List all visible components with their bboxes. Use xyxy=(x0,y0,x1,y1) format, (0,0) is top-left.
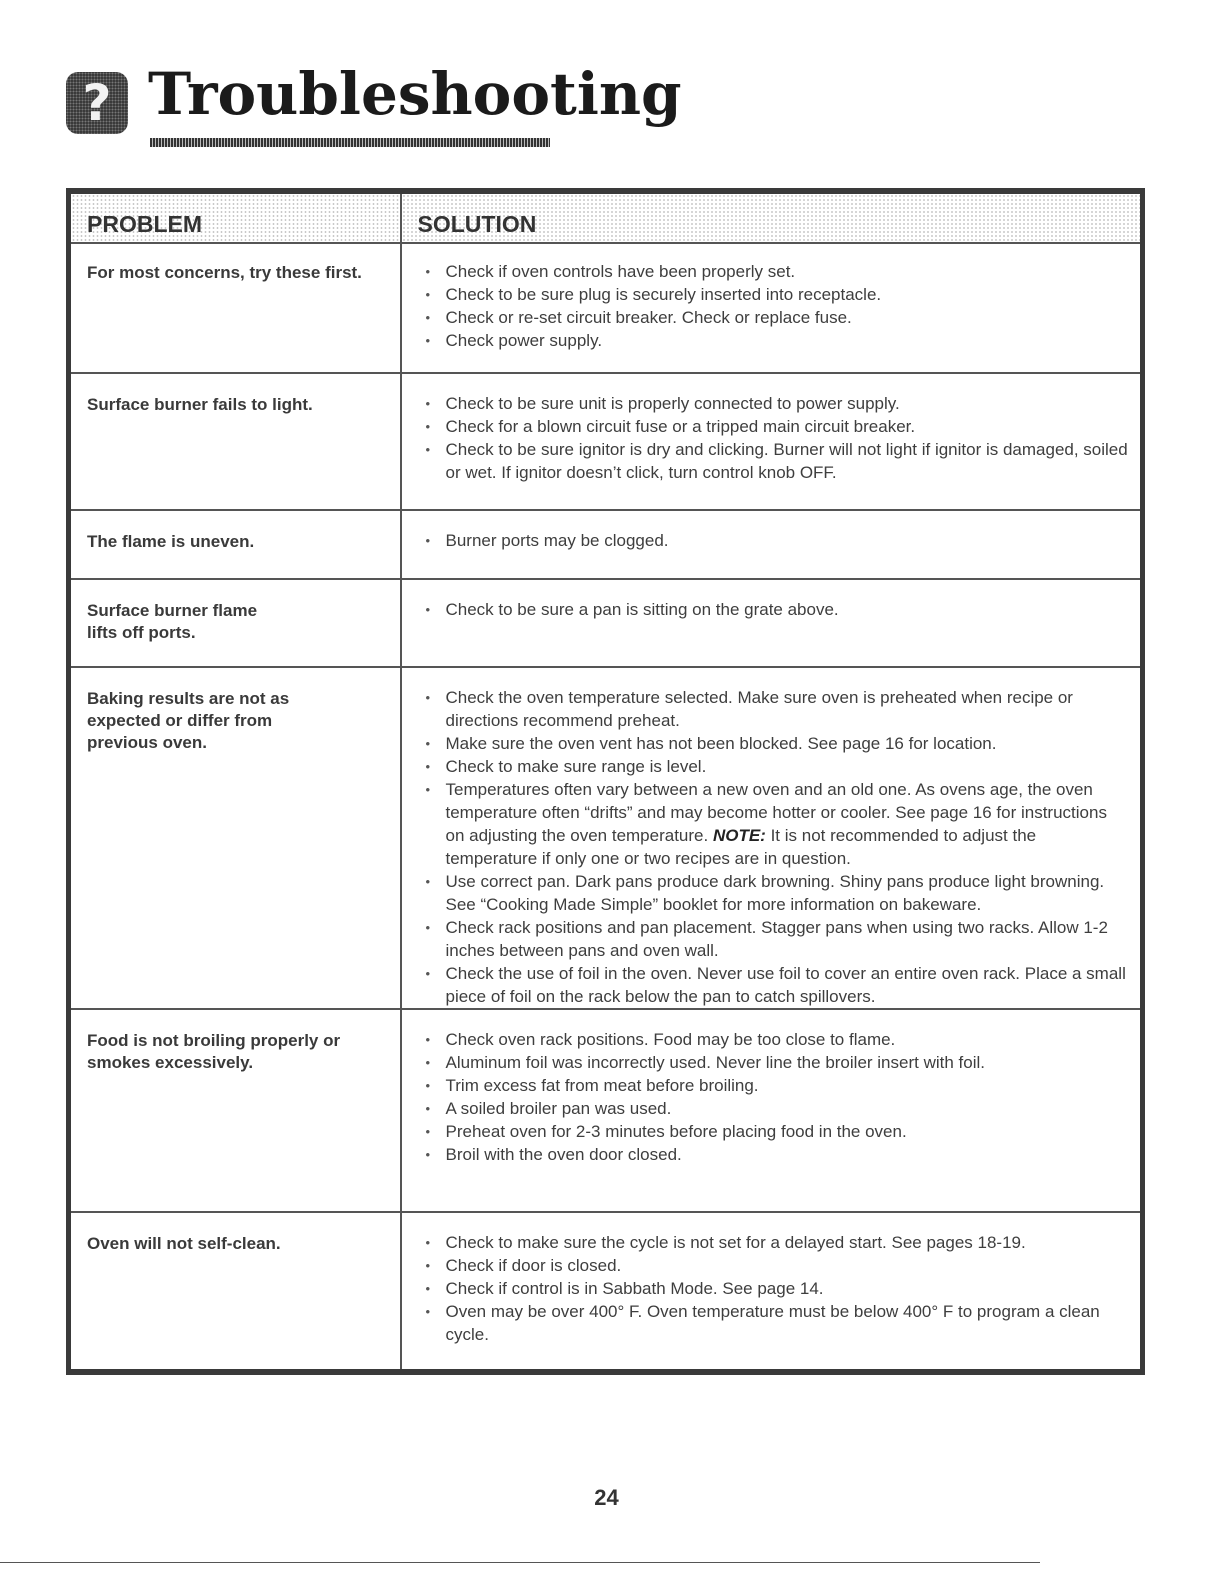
solution-item: • Check rack positions and pan placement. Stagger pans when using two racks. Allow 1-2 inches between pans and oven wall. xyxy=(426,916,1129,962)
solution-list xyxy=(426,529,1129,552)
problem-text: The flame is uneven. xyxy=(87,532,255,551)
table-row xyxy=(69,243,1143,373)
problem-text: Surface burner flame lifts off ports. xyxy=(87,601,258,642)
solution-item: • Check power supply. xyxy=(426,329,1129,352)
note-label: NOTE: xyxy=(712,826,766,845)
solution-list xyxy=(426,686,1129,1008)
solution-item: • Make sure the oven vent has not been blocked. See page 16 for location. xyxy=(426,732,1129,755)
solution-item: • Check if oven controls have been properly set. xyxy=(426,260,1129,283)
table-row xyxy=(69,373,1143,510)
problem-text: Surface burner fails to light. xyxy=(87,395,313,414)
solution-item: • Broil with the oven door closed. xyxy=(426,1143,1129,1166)
solution-item: • Check to be sure a pan is sitting on the grate above. xyxy=(426,598,1129,621)
solution-item: • Check to make sure the cycle is not set for a delayed start. See pages 18-19. xyxy=(426,1231,1129,1254)
problem-text: Food is not broiling properly or smokes excessively. xyxy=(87,1031,341,1072)
problem-column-header: PROBLEM xyxy=(69,191,401,243)
solution-item: • Burner ports may be clogged. xyxy=(426,529,1129,552)
table-row xyxy=(69,1009,1143,1212)
problem-text: For most concerns, try these first. xyxy=(87,263,362,282)
troubleshooting-table xyxy=(66,188,1145,1375)
solution-list xyxy=(426,1231,1129,1346)
table-row xyxy=(69,510,1143,579)
question-mark-icon: ? xyxy=(66,72,128,134)
page-title: Troubleshooting xyxy=(148,60,682,128)
solution-item: • Check if control is in Sabbath Mode. See page 14. xyxy=(426,1277,1129,1300)
solution-item: • Check to be sure plug is securely inserted into receptacle. xyxy=(426,283,1129,306)
table-row xyxy=(69,1212,1143,1372)
solution-item: • A soiled broiler pan was used. xyxy=(426,1097,1129,1120)
solution-item: • Check the oven temperature selected. Make sure oven is preheated when recipe or directions recommend preheat. xyxy=(426,686,1129,732)
solution-list xyxy=(426,598,1129,621)
solution-item: • Use correct pan. Dark pans produce dark browning. Shiny pans produce light browning. See “Cooking Made Simple” booklet for more information on bakeware. xyxy=(426,870,1129,916)
solution-item: • Check oven rack positions. Food may be too close to flame. xyxy=(426,1028,1129,1051)
solution-item: • Check for a blown circuit fuse or a tripped main circuit breaker. xyxy=(426,415,1129,438)
solution-list xyxy=(426,392,1129,484)
solution-item: • Preheat oven for 2-3 minutes before placing food in the oven. xyxy=(426,1120,1129,1143)
solution-item: • Check the use of foil in the oven. Never use foil to cover an entire oven rack. Place a small piece of foil on the rack below the pan to catch spillovers. xyxy=(426,962,1129,1008)
solution-item: • Check if door is closed. xyxy=(426,1254,1129,1277)
solution-list xyxy=(426,1028,1129,1166)
problem-text: Baking results are not as expected or differ from previous oven. xyxy=(87,689,290,752)
solution-item: • Check to make sure range is level. xyxy=(426,755,1129,778)
solution-item: • Check to be sure unit is properly connected to power supply. xyxy=(426,392,1129,415)
problem-text: Oven will not self-clean. xyxy=(87,1234,281,1253)
title-underline xyxy=(150,138,550,147)
solution-item: • Aluminum foil was incorrectly used. Never line the broiler insert with foil. xyxy=(426,1051,1129,1074)
page-number: 24 xyxy=(594,1485,619,1510)
bottom-divider xyxy=(0,1562,1040,1563)
table-header-row xyxy=(69,191,1143,243)
solution-item: • Check to be sure ignitor is dry and clicking. Burner will not light if ignitor is damaged, soiled or wet. If ignitor doesn’t click, turn control knob OFF. xyxy=(426,438,1129,484)
solution-item: • Trim excess fat from meat before broiling. xyxy=(426,1074,1129,1097)
table-row xyxy=(69,579,1143,667)
solution-list xyxy=(426,260,1129,352)
solution-item: • Oven may be over 400° F. Oven temperature must be below 400° F to program a clean cycle. xyxy=(426,1300,1129,1346)
table-row xyxy=(69,667,1143,1009)
solution-item: • Check or re-set circuit breaker. Check or replace fuse. xyxy=(426,306,1129,329)
solution-column-header: SOLUTION xyxy=(401,191,1143,243)
solution-item: • Temperatures often vary between a new oven and an old one. As ovens age, the oven temperature often “drifts” and may become hotter or cooler. See page 16 for instructions on adjusting the oven temperature. NOTE: It is not recommended to adjust the temperature if only one or two recipes are in question. xyxy=(426,778,1129,870)
